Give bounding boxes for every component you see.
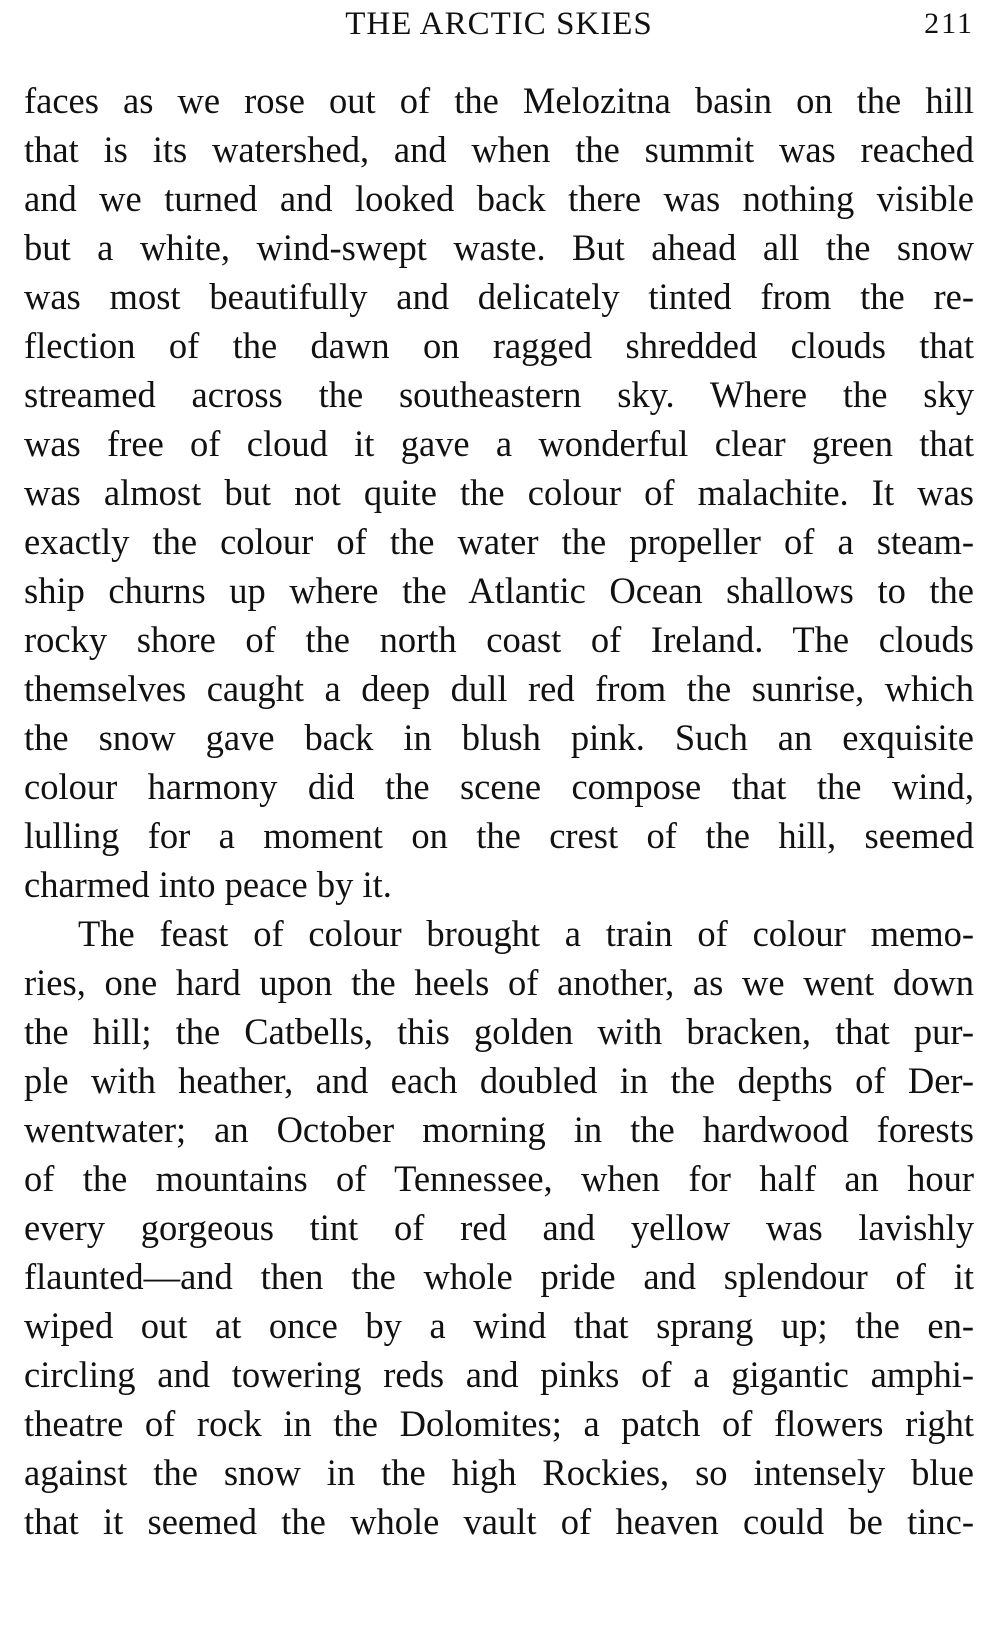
text-line: wentwater; an October morning in the hardwood forests bbox=[24, 1109, 974, 1150]
text-line: charmed into peace by it. bbox=[24, 864, 392, 905]
text-line: the hill; the Catbells, this golden with bracken, that pur- bbox=[24, 1011, 974, 1052]
text-line: theatre of rock in the Dolomites; a patch of flowers right bbox=[24, 1403, 974, 1444]
paragraph-2 bbox=[24, 909, 974, 1546]
text-line: and we turned and looked back there was nothing visible bbox=[24, 178, 974, 219]
text-line: ple with heather, and each doubled in the depths of Der- bbox=[24, 1060, 974, 1101]
paragraph-1 bbox=[24, 76, 974, 909]
text-line: flaunted—and then the whole pride and splendour of it bbox=[24, 1256, 974, 1297]
text-line: against the snow in the high Rockies, so intensely blue bbox=[24, 1452, 974, 1493]
text-line: was almost but not quite the colour of malachite. It was bbox=[24, 472, 974, 513]
text-line: the snow gave back in blush pink. Such an exquisite bbox=[24, 717, 974, 758]
text-line: was free of cloud it gave a wonderful clear green that bbox=[24, 423, 974, 464]
text-line: The feast of colour brought a train of colour memo- bbox=[78, 913, 974, 954]
text-line: faces as we rose out of the Melozitna basin on the hill bbox=[24, 80, 974, 121]
text-line: was most beautifully and delicately tinted from the re- bbox=[24, 276, 974, 317]
page-number: 211 bbox=[924, 7, 974, 40]
text-line: that it seemed the whole vault of heaven could be tinc- bbox=[24, 1501, 974, 1542]
text-line: rocky shore of the north coast of Ireland. The clouds bbox=[24, 619, 974, 660]
text-line: ries, one hard upon the heels of another, as we went down bbox=[24, 962, 974, 1003]
text-line: that is its watershed, and when the summit was reached bbox=[24, 129, 974, 170]
text-line: of the mountains of Tennessee, when for half an hour bbox=[24, 1158, 974, 1199]
text-line: circling and towering reds and pinks of a gigantic amphi- bbox=[24, 1354, 974, 1395]
text-line: wiped out at once by a wind that sprang up; the en- bbox=[24, 1305, 974, 1346]
running-title: THE ARCTIC SKIES bbox=[345, 6, 653, 42]
text-line: themselves caught a deep dull red from the sunrise, which bbox=[24, 668, 974, 709]
body-text bbox=[24, 76, 974, 1546]
text-line: flection of the dawn on ragged shredded clouds that bbox=[24, 325, 974, 366]
text-line: ship churns up where the Atlantic Ocean shallows to the bbox=[24, 570, 974, 611]
text-line: lulling for a moment on the crest of the hill, seemed bbox=[24, 815, 974, 856]
text-line: exactly the colour of the water the propeller of a steam- bbox=[24, 521, 974, 562]
text-line: colour harmony did the scene compose that the wind, bbox=[24, 766, 974, 807]
running-head bbox=[24, 4, 974, 44]
text-line: every gorgeous tint of red and yellow was lavishly bbox=[24, 1207, 974, 1248]
text-line: but a white, wind-swept waste. But ahead all the snow bbox=[24, 227, 974, 268]
text-line: streamed across the southeastern sky. Where the sky bbox=[24, 374, 974, 415]
